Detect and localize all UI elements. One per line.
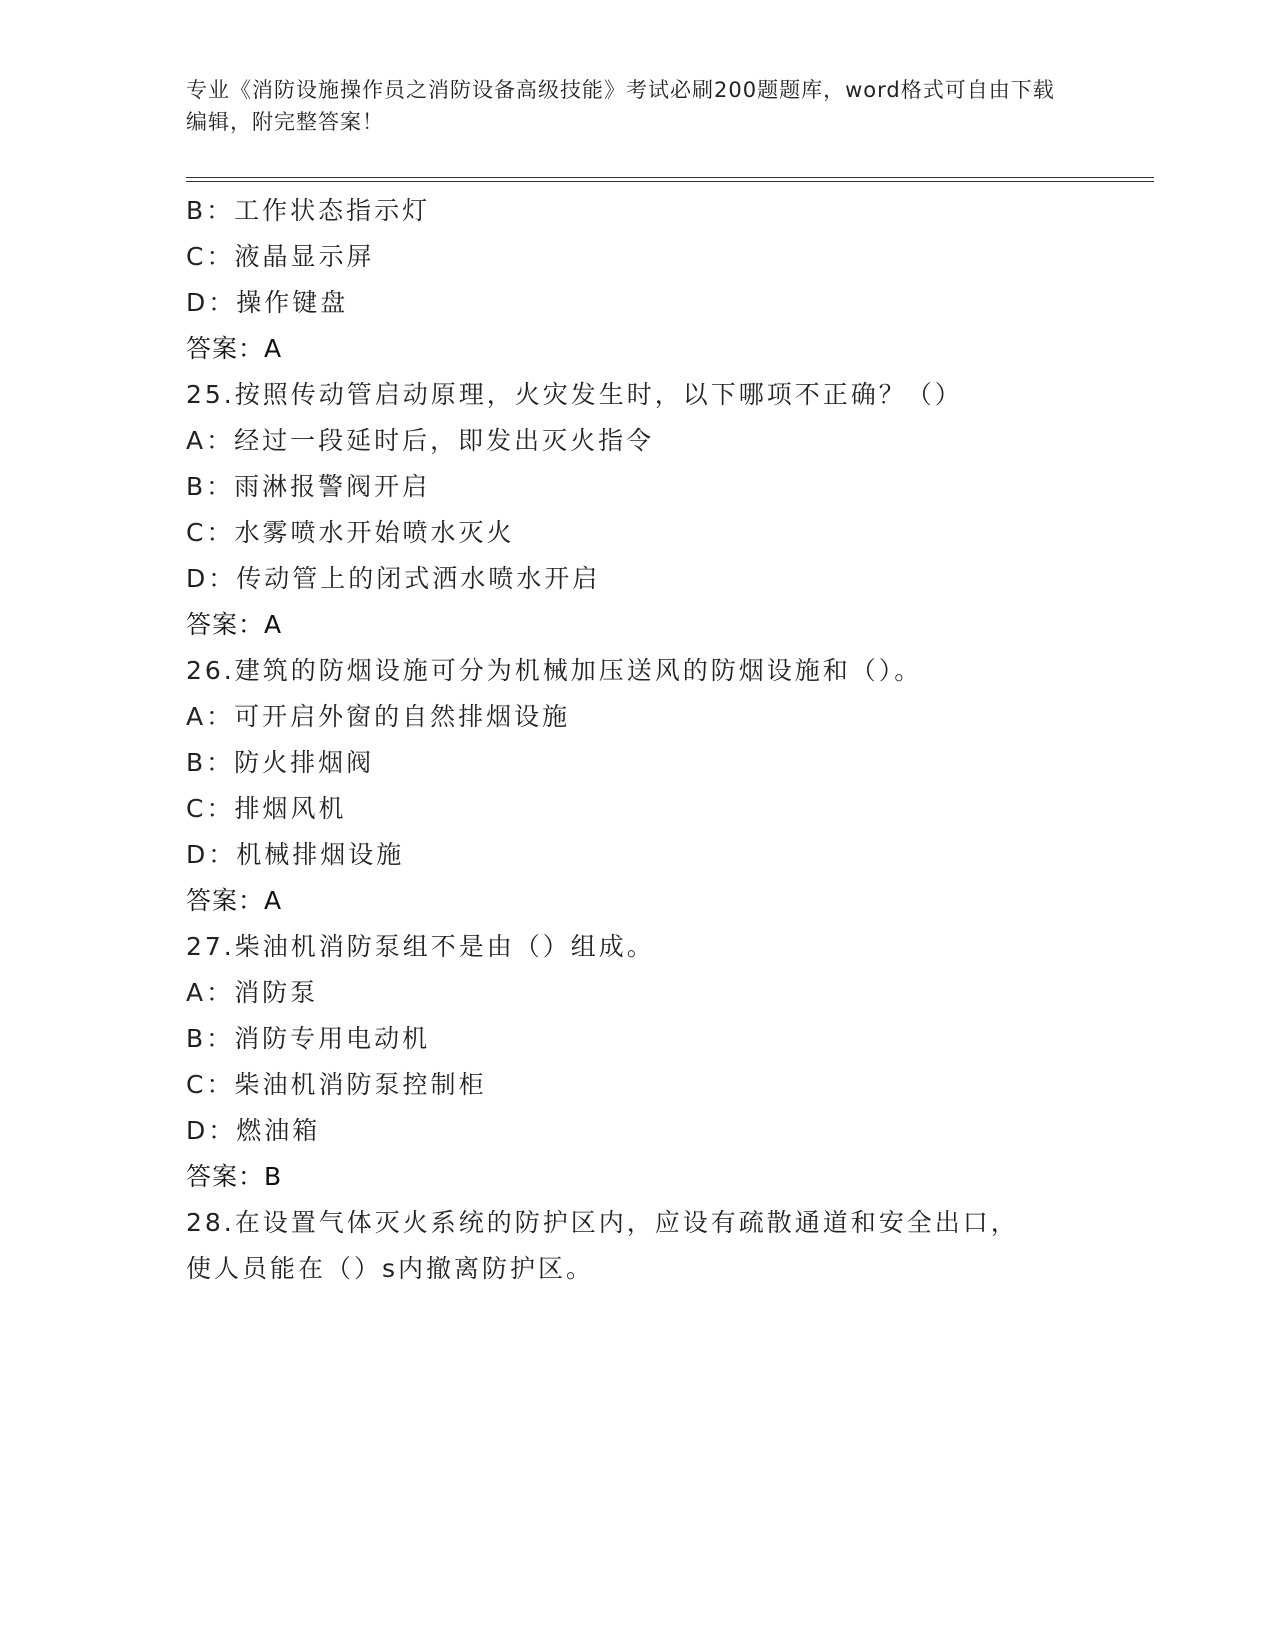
question-text: 28.在设置气体灭火系统的防护区内，应设有疏散通道和安全出口，使人员能在（）s内撤离防护区。 (186, 1208, 1019, 1283)
option-b: B：工作状态指示灯 (186, 196, 431, 225)
option-c: C：柴油机消防泵控制柜 (186, 1070, 487, 1099)
header-divider-bottom (186, 181, 1154, 182)
question-24-partial (186, 188, 1086, 372)
question-27 (186, 924, 1086, 1200)
question-text: 26.建筑的防烟设施可分为机械加压送风的防烟设施和（）。 (186, 656, 923, 685)
option-a: A：消防泵 (186, 978, 319, 1007)
answer: 答案：A (186, 610, 283, 639)
option-d: D：操作键盘 (186, 288, 349, 317)
answer: 答案：B (186, 1162, 283, 1191)
document-header: 专业《消防设施操作员之消防设备高级技能》考试必刷200题题库，word格式可自由下载编辑，附完整答案！ (186, 78, 1055, 134)
question-26 (186, 648, 1086, 924)
option-d: D：燃油箱 (186, 1116, 321, 1145)
option-a: A：可开启外窗的自然排烟设施 (186, 702, 571, 731)
document-body (186, 188, 1086, 1292)
question-text: 27.柴油机消防泵组不是由（）组成。 (186, 932, 655, 961)
answer: 答案：A (186, 886, 283, 915)
option-b: B：防火排烟阀 (186, 748, 375, 777)
answer: 答案：A (186, 334, 283, 363)
question-28 (186, 1200, 1086, 1292)
option-a: A：经过一段延时后，即发出灭火指令 (186, 426, 655, 455)
header-divider-top (186, 177, 1154, 178)
option-c: C：排烟风机 (186, 794, 347, 823)
option-d: D：机械排烟设施 (186, 840, 405, 869)
option-d: D：传动管上的闭式洒水喷水开启 (186, 564, 601, 593)
question-text: 25.按照传动管启动原理，火灾发生时，以下哪项不正确？（） (186, 380, 963, 409)
question-25 (186, 372, 1086, 648)
option-b: B：消防专用电动机 (186, 1024, 431, 1053)
option-c: C：水雾喷水开始喷水灭火 (186, 518, 515, 547)
option-b: B：雨淋报警阀开启 (186, 472, 431, 501)
option-c: C：液晶显示屏 (186, 242, 375, 271)
